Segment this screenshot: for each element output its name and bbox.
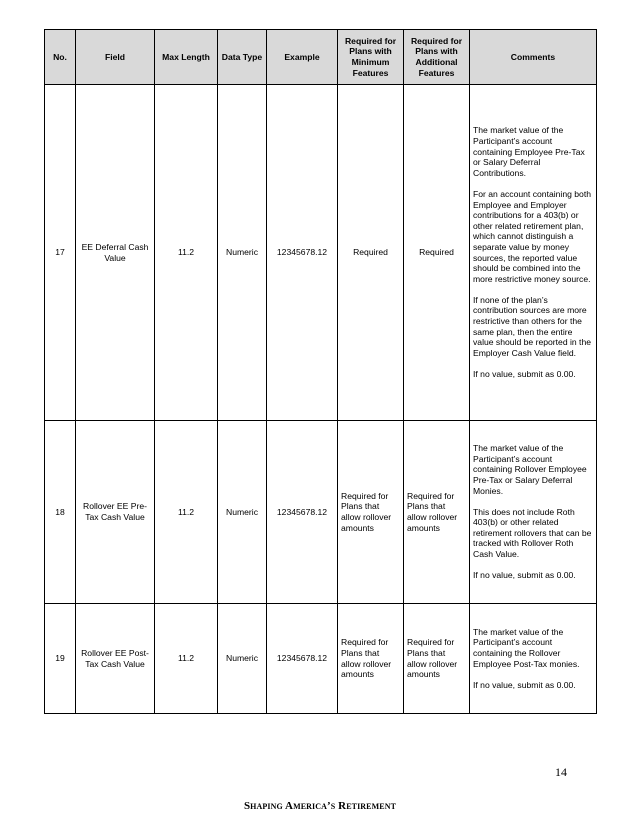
row-example: 12345678.12 (267, 421, 338, 604)
row-data-type: Numeric (218, 421, 267, 604)
header-example: Example (267, 30, 338, 85)
row-required-additional: Required for Plans that allow rollover amounts (404, 421, 470, 604)
comment-paragraph: For an account containing both Employee and Employer contributions for a 403(b) or other related retirement plan, which cannot distinguish a separate value by money sources, the reported value should be combined into the more restrictive money source. (473, 188, 592, 284)
comment-paragraph: The market value of the Participant’s account containing Employee Pre-Tax or Salary Deferral Contributions. (473, 125, 585, 178)
comment-paragraph: This does not include Roth 403(b) or other related retirement rollovers that can be tracked with Rollover Roth Cash Value. (473, 506, 592, 560)
comment-paragraph: The market value of the Participant’s account containing the Rollover Employee Post-Tax monies. (473, 626, 580, 669)
row-required-additional: Required (404, 85, 470, 421)
row-required-minimum: Required for Plans that allow rollover amounts (338, 421, 404, 604)
row-max-length: 11.2 (155, 421, 218, 604)
spec-table (44, 29, 597, 714)
comment-paragraph: If no value, submit as 0.00. (473, 369, 576, 380)
row-required-minimum: Required (338, 85, 404, 421)
header-required-minimum: Required for Plans with Minimum Features (338, 30, 404, 85)
row-no: 17 (45, 85, 76, 421)
comment-paragraph: If no value, submit as 0.00. (473, 679, 576, 690)
row-example: 12345678.12 (267, 85, 338, 421)
row-max-length: 11.2 (155, 85, 218, 421)
table-row (45, 421, 597, 604)
row-field: Rollover EE Pre-Tax Cash Value (76, 421, 155, 604)
comment-paragraph: If none of the plan’s contribution sources are more restrictive than others for the same plan, then the entire value should be reported in the Employer Cash Value field. (473, 294, 592, 358)
header-row (45, 30, 597, 85)
header-no: No. (45, 30, 76, 85)
header-max-length: Max Length (155, 30, 218, 85)
header-field: Field (76, 30, 155, 85)
row-required-minimum: Required for Plans that allow rollover amounts (338, 604, 404, 714)
comment-paragraph: If no value, submit as 0.00. (473, 570, 576, 581)
row-required-additional: Required for Plans that allow rollover amounts (404, 604, 470, 714)
page-footer: Shaping America’s Retirement (243, 800, 397, 812)
row-example: 12345678.12 (267, 604, 338, 714)
row-no: 18 (45, 421, 76, 604)
row-comments (470, 604, 597, 714)
row-data-type: Numeric (218, 85, 267, 421)
row-comments (470, 421, 597, 604)
row-data-type: Numeric (218, 604, 267, 714)
header-comments: Comments (470, 30, 597, 85)
row-max-length: 11.2 (155, 604, 218, 714)
table-row (45, 85, 597, 421)
comment-paragraph: The market value of the Participant’s account containing Rollover Employee Pre-Tax or Salary Deferral Monies. (473, 443, 587, 496)
row-field: EE Deferral Cash Value (76, 85, 155, 421)
row-comments (470, 85, 597, 421)
header-required-additional: Required for Plans with Additional Features (404, 30, 470, 85)
row-field: Rollover EE Post-Tax Cash Value (76, 604, 155, 714)
row-no: 19 (45, 604, 76, 714)
table-row (45, 604, 597, 714)
page-number: 14 (555, 765, 567, 779)
header-data-type: Data Type (218, 30, 267, 85)
